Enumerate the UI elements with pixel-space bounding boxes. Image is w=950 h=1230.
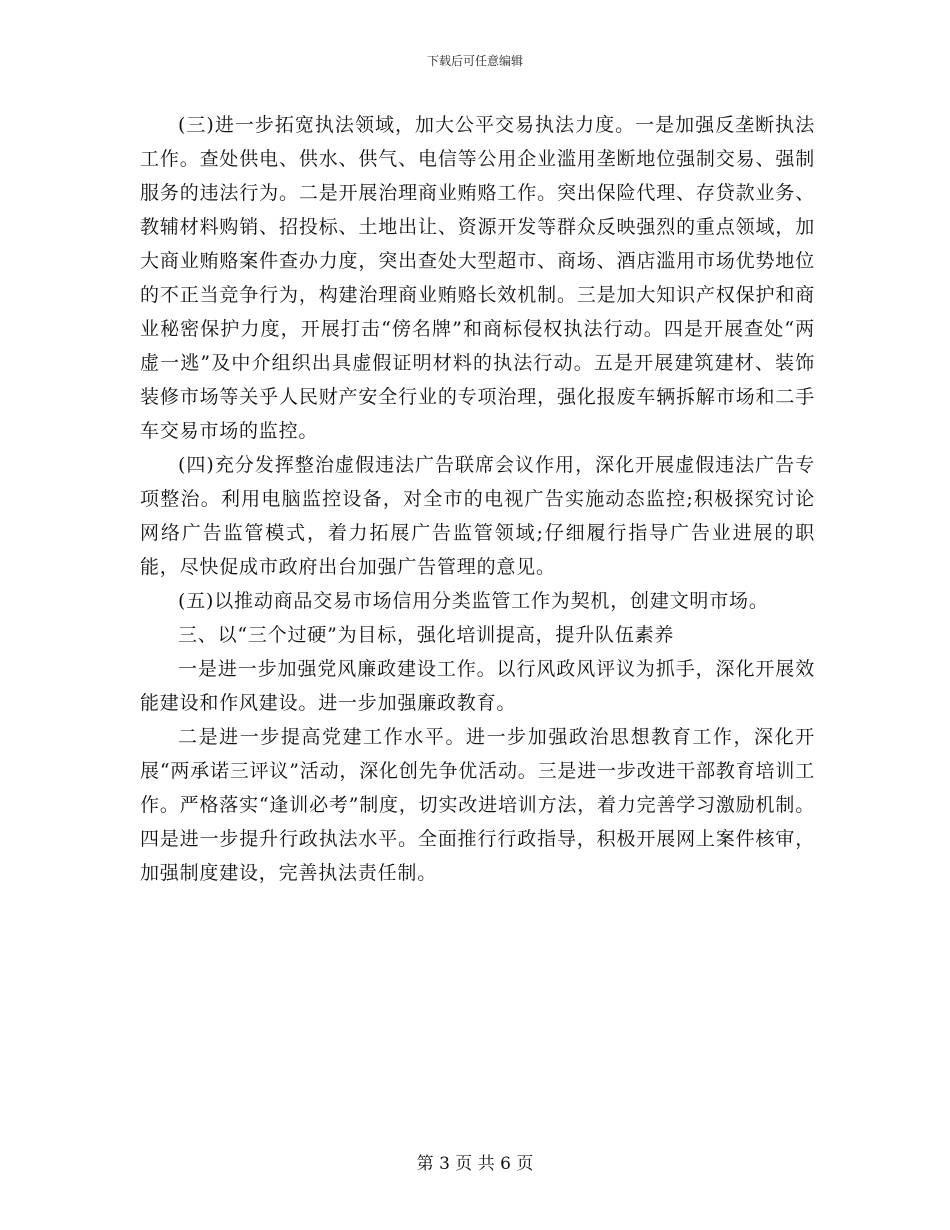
section-heading-team-quality: 三、以“三个过硬”为目标，强化培训提高，提升队伍素养 — [178, 624, 675, 646]
paragraph-4-advertising: (四)充分发挥整治虚假违法广告联席会议作用，深化开展虚假违法广告专项整治。利用电脑监控设备，对全市的电视广告实施动态监控;积极探究讨论网络广告监管模式，着力拓展广告监管领域;仔细履行指导广告业进展的职能，尽快促成市政府出台加强广告管理的意见。 — [140, 454, 815, 578]
page-header: 下载后可任意编辑 — [426, 54, 523, 68]
page-number: 第 3 页 共 6 页 — [416, 1154, 534, 1174]
paragraph-party-building: 二是进一步提高党建工作水平。进一步加强政治思想教育工作，深化开展“两承诺三评议”活动，深化创先争优活动。三是进一步改进干部教育培训工作。严格落实“逢训必考”制度，切实改进培训方法，着力完善学习激励机制。四是进一步提升行政执法水平。全面推行行政指导，积极开展网上案件核审，加强制度建设，完善执法责任制。 — [140, 726, 815, 884]
paragraph-party-conduct: 一是进一步加强党风廉政建设工作。以行风政风评议为抓手，深化开展效能建设和作风建设。进一步加强廉政教育。 — [140, 658, 815, 714]
paragraph-5-civilized-market: (五)以推动商品交易市场信用分类监管工作为契机，创建文明市场。 — [178, 590, 769, 612]
paragraph-3-market-enforcement: (三)进一步拓宽执法领域，加大公平交易执法力度。一是加强反垄断执法工作。查处供电、供水、供气、电信等公用企业滥用垄断地位强制交易、强制服务的违法行为。二是开展治理商业贿赂工作。突出保险代理、存贷款业务、教辅材料购销、招投标、土地出让、资源开发等群众反映强烈的重点领域，加大商业贿赂案件查办力度，突出查处大型超市、商场、酒店滥用市场优势地位的不正当竞争行为，构建治理商业贿赂长效机制。三是加大知识产权保护和商业秘密保护力度，开展打击“傍名牌”和商标侵权执法行动。四是开展查处“两虚一逃”及中介组织出具虚假证明材料的执法行动。五是开展建筑建材、装饰装修市场等关乎人民财产安全行业的专项治理，强化报废车辆拆解市场和二手车交易市场的监控。 — [140, 114, 815, 442]
document-body — [140, 108, 815, 890]
